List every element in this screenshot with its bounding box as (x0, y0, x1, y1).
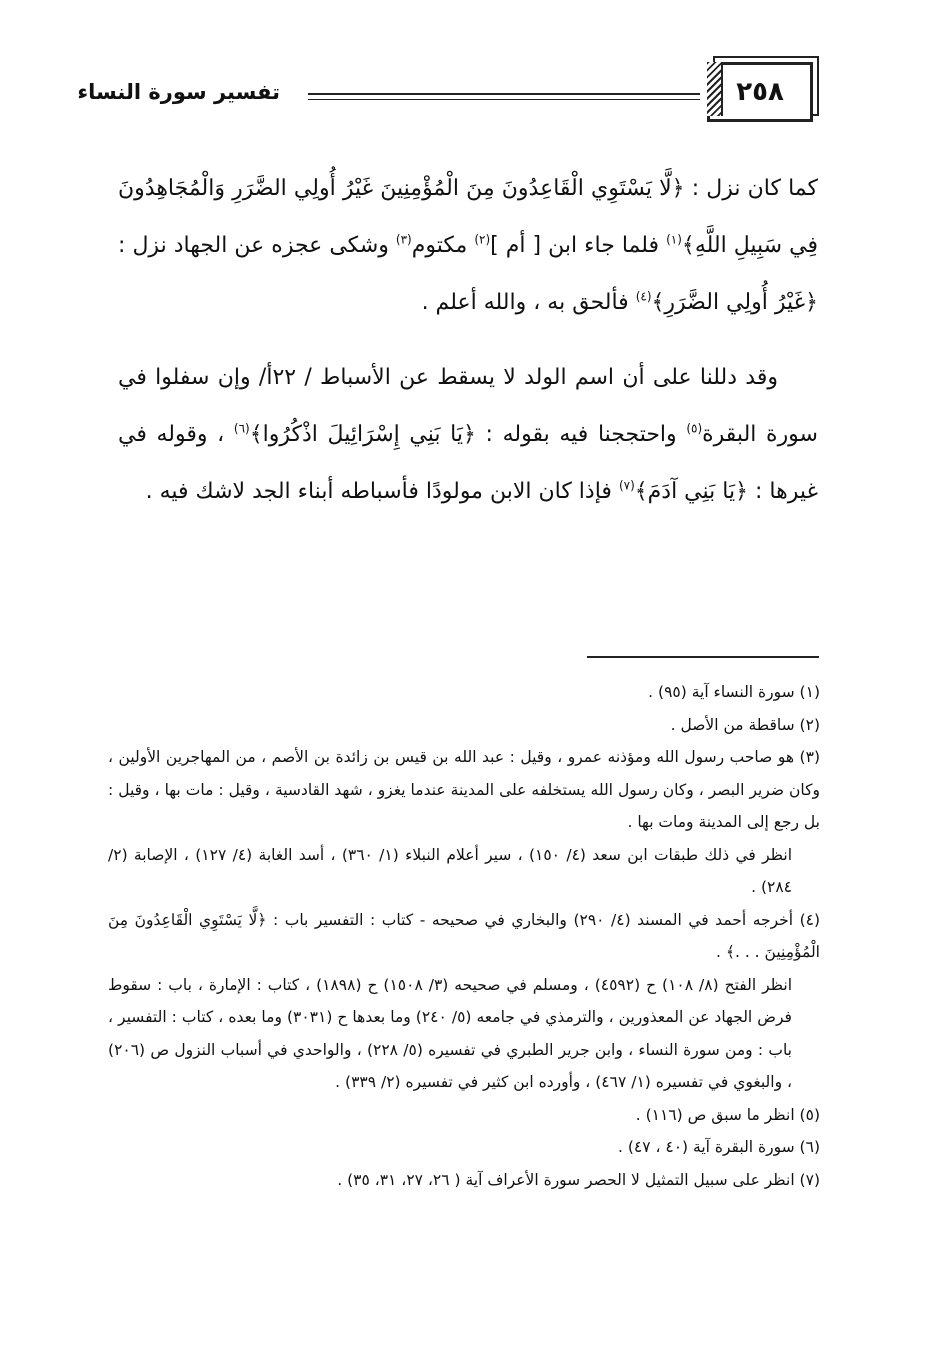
page-number: ٢٥٨ (736, 77, 784, 107)
footnote-3-references: انظر في ذلك طبقات ابن سعد (٤/ ١٥٠) ، سير أعلام النبلاء (١/ ٣٦٠) ، أسد الغابة (٤/ ١٢٧) ، الإصابة (٢/ ٢٨٤) . (108, 845, 793, 896)
p1-text-b: فلما جاء ابن [ أم ] (490, 233, 667, 258)
p2-text-b: واحتججنا فيه بقوله : (475, 422, 687, 447)
footnote-2: (٢) ساقطة من الأصل . (670, 715, 820, 734)
main-text (118, 160, 818, 520)
footnote-separator (587, 656, 819, 658)
footnote-marker-1[interactable]: (١) (666, 232, 682, 247)
paragraph-1 (118, 160, 818, 331)
footnote-4-references: انظر الفتح (٨/ ١٠٨) ح (٤٥٩٢) ، ومسلم في صحيحه (٣/ ١٥٠٨) ح (١٨٩٨) ، كتاب : الإمارة ، باب : سقوط فرض الجهاد عن المعذورين ، والترمذي في جامعه (٥/ ٢٤٠) وما بعدها ح (٣٠٣١) وما بعده ، كتاب : التفسير ، باب : ومن سورة النساء ، وابن جرير الطبري في تفسيره (٥/ ٢٢٨) ، والواحدي في أسباب النزول ص (٢٠٦) ، والبغوي في تفسيره (١/ ٤٦٧) ، وأورده ابن كثير في تفسيره (٢/ ٣٣٩) . (108, 975, 792, 1091)
footnote-3: (٣) هو صاحب رسول الله ومؤذنه عمرو ، وقيل : عبد الله بن قيس بن زائدة بن الأصم ، من المهاجرين الأولين ، وكان ضرير البصر ، وكان رسول الله يستخلفه على المدينة عندما يغزو ، شهد القادسية ، وقيل : مات بها ، وقيل : بل رجع إلى المدينة ومات بها . (108, 748, 820, 831)
footnote-4-text-b: . (716, 943, 726, 961)
p1-text-d: وشكى عجزه عن الجهاد نزل : (118, 233, 396, 258)
paragraph-2 (118, 349, 818, 520)
page-number-decoration (707, 62, 723, 116)
quran-verse-1: ﴿لَّا يَسْتَوِي الْقَاعِدُونَ مِنَ الْمُؤْمِنِينَ غَيْرُ أُولِي الضَّرَرِ وَالْمُجَاهِدُونَ فِي سَبِيلِ اللَّهِ﴾ (118, 176, 818, 258)
footnote-marker-7[interactable]: (٧) (618, 478, 635, 493)
footnote-1: (١) سورة النساء آية (٩٥) . (648, 683, 820, 701)
p2-text-a: وقد دللنا على أن اسم الولد لا يسقط عن الأسباط / ٢٢أ/ وإن سفلوا في سورة البقرة (118, 365, 818, 447)
footnote-5: (٥) انظر ما سبق ص (١١٦) . (635, 1105, 820, 1124)
footnote-marker-5[interactable]: (٥) (686, 421, 703, 436)
footnote-6: (٦) سورة البقرة آية (٤٠ ، ٤٧) . (617, 1138, 820, 1156)
footnote-marker-6[interactable]: (٦) (233, 421, 250, 436)
p1-text-e: فألحق به ، والله أعلم . (421, 290, 636, 315)
footnote-marker-3[interactable]: (٣) (395, 232, 412, 247)
running-header-title: تفسير سورة النساء (77, 80, 280, 104)
header-rule-thin (308, 99, 700, 100)
footnote-marker-2[interactable]: (٢) (474, 232, 491, 247)
quran-verse-4: ﴿يَا بَنِي آدَمَ﴾ (634, 479, 748, 504)
footnote-7: (٧) انظر على سبيل التمثيل لا الحصر سورة الأعراف آية ( ٢٦، ٢٧، ٣١، ٣٥) . (337, 1170, 820, 1189)
footnote-marker-4[interactable]: (٤) (635, 289, 652, 304)
p1-text-c: مكتوم (411, 233, 475, 258)
footnote-4 (108, 904, 820, 969)
footnotes (108, 676, 820, 1196)
quran-verse-3: ﴿يَا بَنِي إِسْرَائِيلَ اذْكُرُوا﴾ (249, 422, 476, 447)
p1-text-a: كما كان نزل : (684, 176, 818, 201)
header-rule (308, 93, 700, 95)
p2-text-d: فإذا كان الابن مولودًا فأسباطه أبناء الجد لاشك فيه . (145, 479, 619, 504)
footnote-4-text-a: (٤) أخرجه أحمد في المسند (٤/ ٢٩٠) والبخاري في صحيحه - كتاب : التفسير باب : (266, 910, 821, 929)
quran-verse-2: ﴿غَيْرُ أُولِي الضَّرَرِ﴾ (651, 290, 818, 315)
page-number-box (707, 62, 813, 122)
footnote-4-verse: ﴿لَّا يَسْتَوِي الْقَاعِدُونَ مِنَ الْمُؤْمِنِينَ . . .﴾ (108, 910, 820, 961)
p2-text-c: ، وقوله في غيرها : (118, 422, 818, 504)
